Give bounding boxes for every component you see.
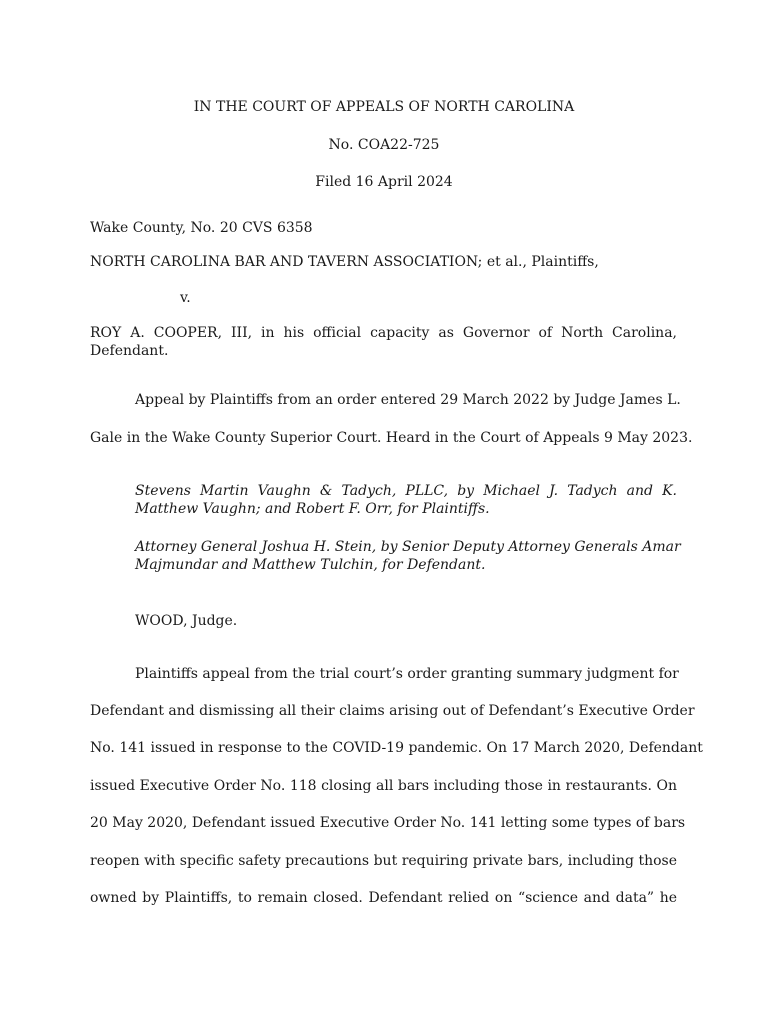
court-heading: IN THE COURT OF APPEALS OF NORTH CAROLINA xyxy=(193,99,575,115)
opinion-line: reopen with specific safety precautions but requiring private bars, including those xyxy=(90,853,677,869)
defendant-caption-line1: ROY A. COOPER, III, in his official capacity as Governor of North Carolina, xyxy=(90,325,677,341)
opinion-author: WOOD, Judge. xyxy=(135,613,238,629)
opinion-line: Plaintiffs appeal from the trial court’s order granting summary judgment for xyxy=(135,666,679,682)
filed-date: Filed 16 April 2024 xyxy=(315,174,453,190)
opinion-line: issued Executive Order No. 118 closing all bars including those in restaurants. On xyxy=(90,778,677,794)
appeal-line1: Appeal by Plaintiffs from an order entered 29 March 2022 by Judge James L. xyxy=(135,392,681,408)
defendant-counsel-line2: Majmundar and Matthew Tulchin, for Defendant. xyxy=(135,557,486,573)
defendant-counsel-line1: Attorney General Joshua H. Stein, by Senior Deputy Attorney Generals Amar xyxy=(135,539,681,555)
appeal-line2: Gale in the Wake County Superior Court. Heard in the Court of Appeals 9 May 2023. xyxy=(90,430,693,446)
case-number: No. COA22-725 xyxy=(328,137,440,153)
opinion-line: 20 May 2020, Defendant issued Executive Order No. 141 letting some types of bars xyxy=(90,815,686,831)
plaintiffs-counsel-line1: Stevens Martin Vaughn & Tadych, PLLC, by Michael J. Tadych and K. xyxy=(135,483,677,499)
plaintiffs-counsel-line2: Matthew Vaughn; and Robert F. Orr, for Plaintiffs. xyxy=(135,501,490,517)
opinion-line: owned by Plaintiffs, to remain closed. Defendant relied on “science and data” he xyxy=(90,890,677,906)
opinion-line: No. 141 issued in response to the COVID-19 pandemic. On 17 March 2020, Defendant xyxy=(90,740,703,756)
plaintiffs-caption: NORTH CAROLINA BAR AND TAVERN ASSOCIATION; et al., Plaintiffs, xyxy=(90,254,599,270)
opinion-line: Defendant and dismissing all their claims arising out of Defendant’s Executive Order xyxy=(90,703,695,719)
defendant-caption-line2: Defendant. xyxy=(90,343,169,359)
county-line: Wake County, No. 20 CVS 6358 xyxy=(90,220,313,236)
versus: v. xyxy=(180,290,191,306)
